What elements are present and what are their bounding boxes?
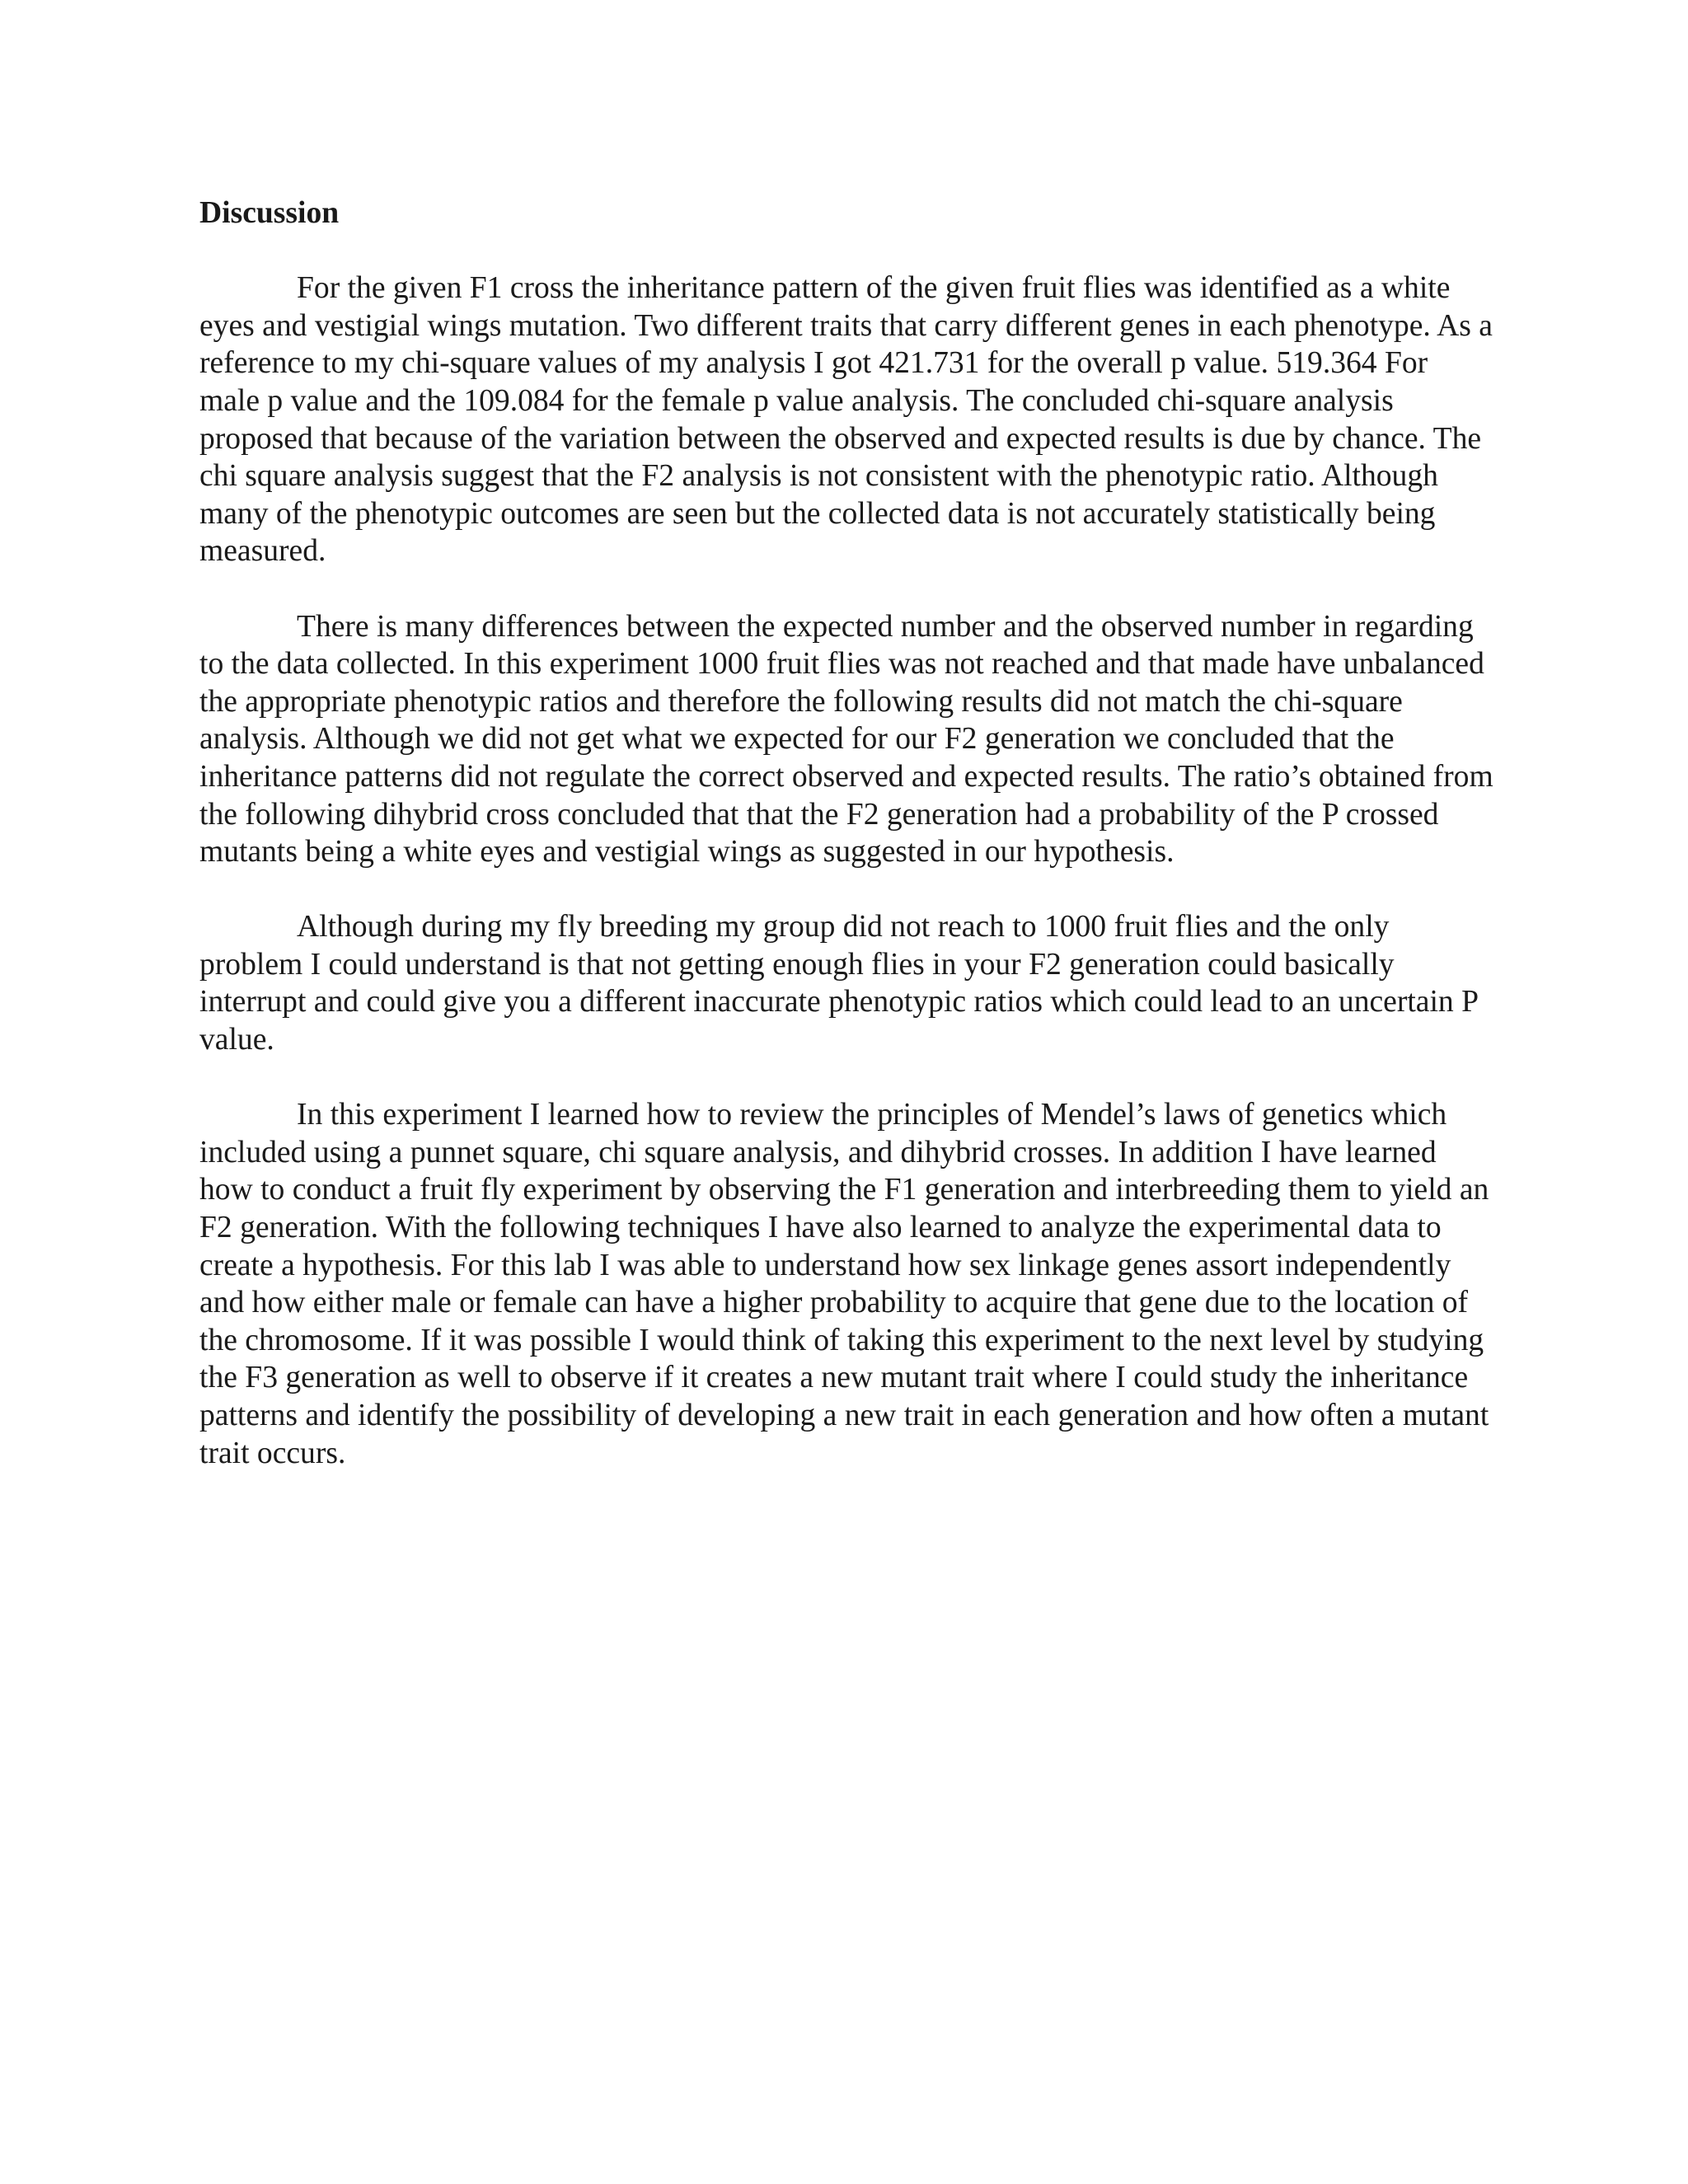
paragraph-1: For the given F1 cross the inheritance pattern of the given fruit flies was identified as a white eyes and vestigial wings mutation. Two different traits that carry different genes in each phenotype. As a reference to my chi-square values of my analysis I got 421.731 for the overall p value. 519.364 For male p value and the 109.084 for the female p value analysis. The concluded chi-square analysis proposed that because of the variation between the observed and expected results is due by chance. The chi square analysis suggest that the F2 analysis is not consistent with the phenotypic ratio. Although many of the phenotypic outcomes are seen but the collected data is not accurately statistically being measured. bbox=[199, 271, 1493, 569]
paragraph-4: In this experiment I learned how to review the principles of Mendel’s laws of genetics which included using a punnet square, chi square analysis, and dihybrid crosses. In addition I have learned how to conduct a fruit fly experiment by observing the F1 generation and interbreeding them to yield an F2 generation. With the following techniques I have also learned to analyze the experimental data to create a hypothesis. For this lab I was able to understand how sex linkage genes assort independently and how either male or female can have a higher probability to acquire that gene due to the location of the chromosome. If it was possible I would think of taking this experiment to the next level by studying the F3 generation as well to observe if it creates a new mutant trait where I could study the inheritance patterns and identify the possibility of developing a new trait in each generation and how often a mutant trait occurs. bbox=[199, 1098, 1489, 1470]
paragraph-2: There is many differences between the expected number and the observed number in regarding to the data collected. In this experiment 1000 fruit flies was not reached and that made have unbalanced the appropriate phenotypic ratios and therefore the following results did not match the chi-square analysis. Although we did not get what we expected for our F2 generation we concluded that the inheritance patterns did not regulate the correct observed and expected results. The ratio’s obtained from the following dihybrid cross concluded that that the F2 generation had a probability of the P crossed mutants being a white eyes and vestigial wings as suggested in our hypothesis. bbox=[199, 609, 1493, 869]
paragraph-3: Although during my fly breeding my group did not reach to 1000 fruit flies and the only problem I could understand is that not getting enough flies in your F2 generation could basically interrupt and could give you a different inaccurate phenotypic ratios which could lead to an uncertain P value. bbox=[199, 910, 1478, 1057]
section-heading: Discussion bbox=[199, 196, 340, 230]
document-body bbox=[199, 194, 1493, 1472]
